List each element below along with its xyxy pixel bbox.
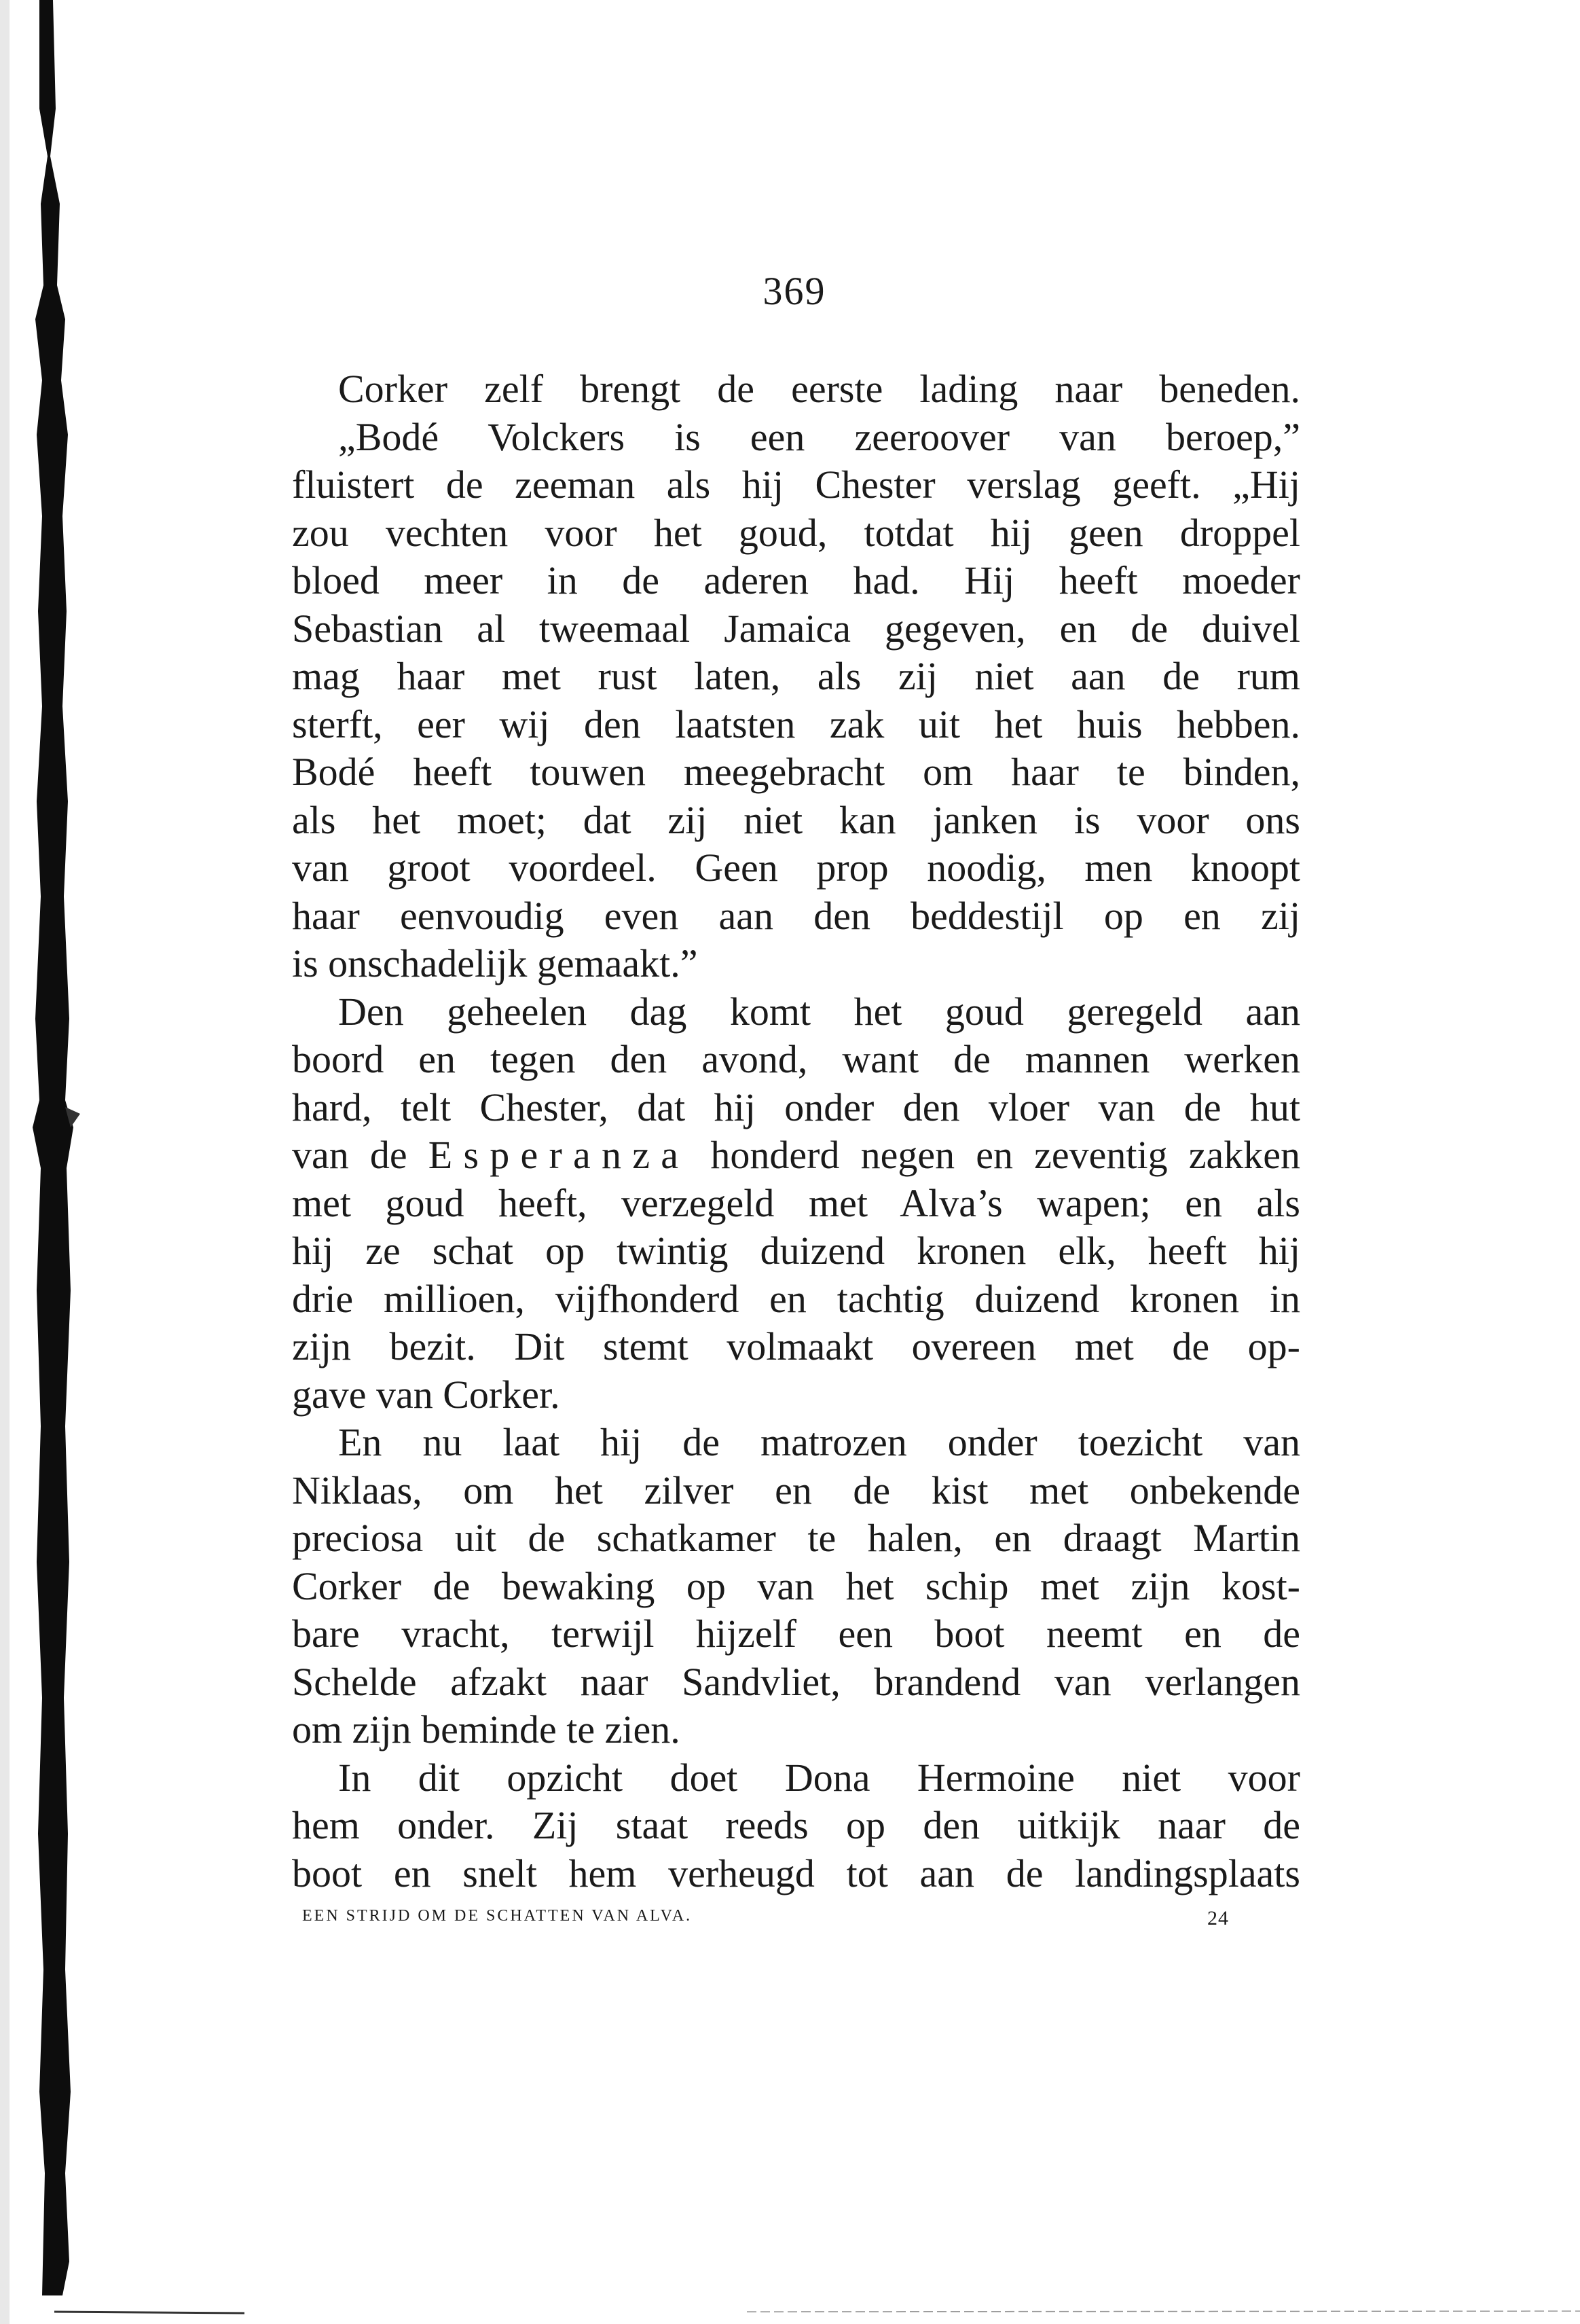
text-line: Den geheelen dag komt het goud geregeld aan <box>338 989 1300 1034</box>
text-line: preciosa uit de schatkamer te halen, en draagt Martin <box>292 1516 1300 1560</box>
ship-name-spaced: Esperanza <box>428 1133 690 1177</box>
text-line: In dit opzicht doet Dona Hermoine niet voor <box>338 1755 1300 1800</box>
text-line-ship-name <box>292 1131 1300 1180</box>
text-line: als het moet; dat zij niet kan janken is voor ons <box>292 797 1300 842</box>
text-fragment: honderd negen en zeventig zakken <box>689 1133 1300 1177</box>
text-line: hard, telt Chester, dat hij onder den vloer van de hut <box>292 1085 1300 1129</box>
text-line: bloed meer in de aderen had. Hij heeft moeder <box>292 558 1300 602</box>
text-line: Bodé heeft touwen meegebracht om haar te binden, <box>292 750 1300 794</box>
binding-edge <box>0 0 81 2324</box>
text-line: „Bodé Volckers is een zeeroover van beroep,” <box>338 414 1300 459</box>
text-line: om zijn beminde te zien. <box>292 1707 680 1751</box>
text-line: met goud heeft, verzegeld met Alva’s wapen; en als <box>292 1180 1300 1225</box>
text-line: zijn bezit. Dit stemt volmaakt overeen met de op- <box>292 1324 1300 1368</box>
text-line: gave van Corker. <box>292 1372 560 1417</box>
text-line: haar eenvoudig even aan den beddestijl op en zij <box>292 893 1300 938</box>
signature-title: EEN STRIJD OM DE SCHATTEN VAN ALVA. <box>302 1907 693 1925</box>
signature-number: 24 <box>1207 1907 1229 1929</box>
text-line: En nu laat hij de matrozen onder toezicht van <box>338 1420 1300 1464</box>
text-line: is onschadelijk gemaakt.” <box>292 941 698 985</box>
text-line: boord en tegen den avond, want de mannen werken <box>292 1037 1300 1081</box>
text-line: Sebastian al tweemaal Jamaica gegeven, en de duivel <box>292 606 1300 651</box>
signature-footer <box>302 1907 1229 1930</box>
bottom-scan-edge <box>0 2302 1580 2324</box>
text-line: boot en snelt hem verheugd tot aan de landingsplaats <box>292 1851 1300 1895</box>
text-line: hem onder. Zij staat reeds op den uitkijk naar de <box>292 1803 1300 1847</box>
text-line: van groot voordeel. Geen prop noodig, men knoopt <box>292 846 1300 890</box>
text-line: sterft, eer wij den laatsten zak uit het huis hebben. <box>292 702 1300 746</box>
text-line: Corker de bewaking op van het schip met zijn kost- <box>292 1563 1300 1608</box>
text-line: drie millioen, vijfhonderd en tachtig duizend kronen in <box>292 1276 1300 1321</box>
text-line: mag haar met rust laten, als zij niet aan de rum <box>292 654 1300 698</box>
text-line: hij ze schat op twintig duizend kronen elk, heeft hij <box>292 1229 1300 1273</box>
body-text <box>292 365 1300 1898</box>
page-number: 369 <box>763 269 826 313</box>
text-line: bare vracht, terwijl hijzelf een boot neemt en de <box>292 1612 1300 1656</box>
text-line: Niklaas, om het zilver en de kist met onbekende <box>292 1468 1300 1512</box>
text-line: zou vechten voor het goud, totdat hij geen droppel <box>292 510 1300 555</box>
text-fragment: van de <box>292 1133 428 1177</box>
text-line: fluistert de zeeman als hij Chester verslag geeft. „Hij <box>292 462 1300 507</box>
text-line: Schelde afzakt naar Sandvliet, brandend van verlangen <box>292 1659 1300 1704</box>
text-line: Corker zelf brengt de eerste lading naar beneden. <box>338 367 1300 411</box>
